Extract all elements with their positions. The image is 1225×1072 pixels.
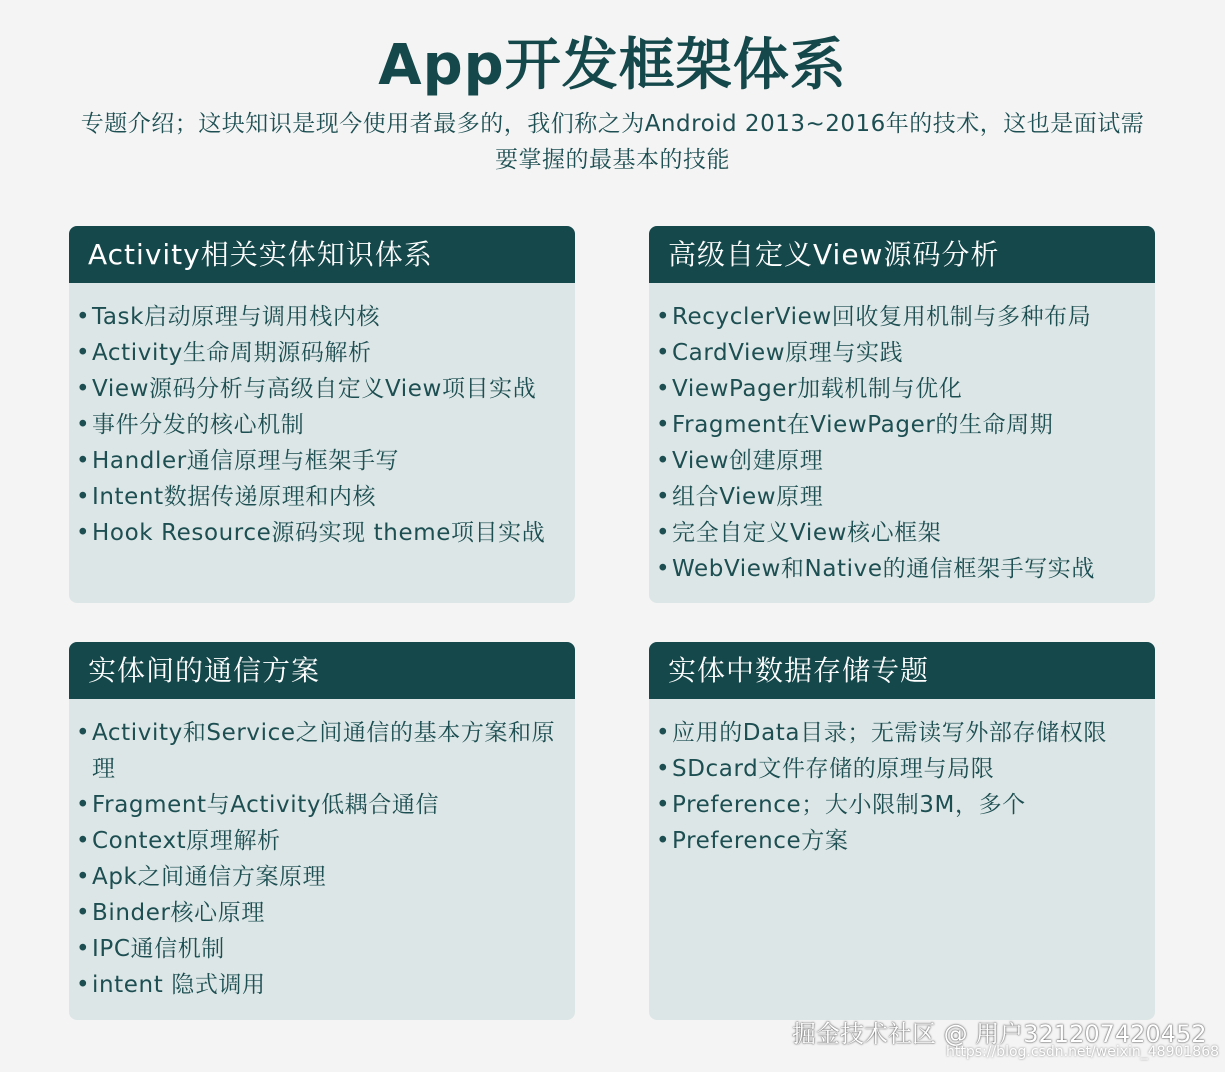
bullet-icon: • <box>656 828 671 854</box>
item-text: View创建原理 <box>672 448 824 474</box>
watermark-text: 掘金技术社区 @ 用户321207420452 <box>792 1020 1207 1048</box>
list-item <box>651 407 1155 443</box>
item-text: WebView和Native的通信框架手写实战 <box>672 556 1095 582</box>
item-text: RecyclerView回收复用机制与多种布局 <box>672 304 1092 330</box>
item-text: Apk之间通信方案原理 <box>92 864 327 890</box>
intro-text: 专题介绍；这块知识是现今使用者最多的，我们称之为Android 2013~2016年的技术，这也是面试需要掌握的最基本的技能 <box>80 111 1145 173</box>
list-item <box>651 787 1155 823</box>
item-text: intent 隐式调用 <box>92 972 266 998</box>
item-text: IPC通信机制 <box>92 936 225 962</box>
bullet-icon: • <box>76 520 91 546</box>
item-text: 应用的Data目录；无需读写外部存储权限 <box>672 720 1107 746</box>
item-text: Handler通信原理与框架手写 <box>92 448 400 474</box>
card-communication <box>69 642 575 1020</box>
bullet-icon: • <box>76 340 91 366</box>
card-custom-view <box>649 226 1155 603</box>
list-item <box>651 823 1155 859</box>
item-text: Context原理解析 <box>92 828 281 854</box>
list-item <box>71 515 575 551</box>
list-item <box>651 715 1155 751</box>
list-item <box>71 787 575 823</box>
bullet-icon: • <box>656 792 671 818</box>
list-item <box>71 967 575 1003</box>
list-item <box>71 823 575 859</box>
list-item <box>71 895 575 931</box>
bullet-icon: • <box>76 304 91 330</box>
card-title: 实体中数据存储专题 <box>649 642 1155 699</box>
item-text: Fragment与Activity低耦合通信 <box>92 792 440 818</box>
list-item <box>71 299 575 335</box>
bullet-icon: • <box>76 972 91 998</box>
bullet-icon: • <box>656 720 671 746</box>
list-item <box>71 371 575 407</box>
card-activity-knowledge <box>69 226 575 603</box>
bullet-icon: • <box>76 720 91 746</box>
bullet-icon: • <box>76 936 91 962</box>
bullet-icon: • <box>76 448 91 474</box>
item-text: Binder核心原理 <box>92 900 265 926</box>
list-item <box>71 443 575 479</box>
list-item <box>651 751 1155 787</box>
item-text: Fragment在ViewPager的生命周期 <box>672 412 1054 438</box>
item-text: Intent数据传递原理和内核 <box>92 484 377 510</box>
card-title: 实体间的通信方案 <box>69 642 575 699</box>
bullet-icon: • <box>656 376 671 402</box>
topic-list <box>69 699 575 1003</box>
page-title: App开发框架体系 <box>378 33 847 98</box>
item-text: CardView原理与实践 <box>672 340 904 366</box>
item-text: Activity生命周期源码解析 <box>92 340 372 366</box>
item-text: Hook Resource源码实现 theme项目实战 <box>92 520 546 546</box>
topic-list <box>649 699 1155 859</box>
list-item <box>71 931 575 967</box>
bullet-icon: • <box>656 340 671 366</box>
item-text: View源码分析与高级自定义View项目实战 <box>92 376 537 402</box>
item-text: 组合View原理 <box>672 484 824 510</box>
bullet-icon: • <box>656 412 671 438</box>
list-item <box>651 443 1155 479</box>
bullet-icon: • <box>76 828 91 854</box>
list-item <box>71 859 575 895</box>
bullet-icon: • <box>656 756 671 782</box>
bullet-icon: • <box>656 448 671 474</box>
topic-list <box>69 283 575 551</box>
bullet-icon: • <box>656 520 671 546</box>
bullet-icon: • <box>76 376 91 402</box>
list-item <box>651 335 1155 371</box>
bullet-icon: • <box>76 792 91 818</box>
bullet-icon: • <box>76 412 91 438</box>
card-title: Activity相关实体知识体系 <box>69 226 575 283</box>
list-item <box>651 299 1155 335</box>
watermark-url: https://blog.csdn.net/weixin_48901868 <box>946 1044 1220 1060</box>
bullet-icon: • <box>656 304 671 330</box>
item-text: ViewPager加载机制与优化 <box>672 376 963 402</box>
item-text: Activity和Service之间通信的基本方案和原理 <box>92 720 556 782</box>
card-title: 高级自定义View源码分析 <box>649 226 1155 283</box>
list-item <box>651 479 1155 515</box>
list-item <box>71 335 575 371</box>
list-item <box>651 515 1155 551</box>
bullet-icon: • <box>656 484 671 510</box>
item-text: Preference方案 <box>672 828 849 854</box>
item-text: SDcard文件存储的原理与局限 <box>672 756 995 782</box>
list-item <box>651 371 1155 407</box>
item-text: Preference；大小限制3M，多个 <box>672 792 1026 818</box>
list-item <box>651 551 1155 587</box>
bullet-icon: • <box>76 484 91 510</box>
item-text: Task启动原理与调用栈内核 <box>92 304 381 330</box>
topic-list <box>649 283 1155 587</box>
bullet-icon: • <box>76 900 91 926</box>
list-item <box>71 715 575 787</box>
list-item <box>71 479 575 515</box>
card-data-storage <box>649 642 1155 1020</box>
bullet-icon: • <box>656 556 671 582</box>
list-item <box>71 407 575 443</box>
bullet-icon: • <box>76 864 91 890</box>
item-text: 事件分发的核心机制 <box>92 412 305 438</box>
item-text: 完全自定义View核心框架 <box>672 520 942 546</box>
